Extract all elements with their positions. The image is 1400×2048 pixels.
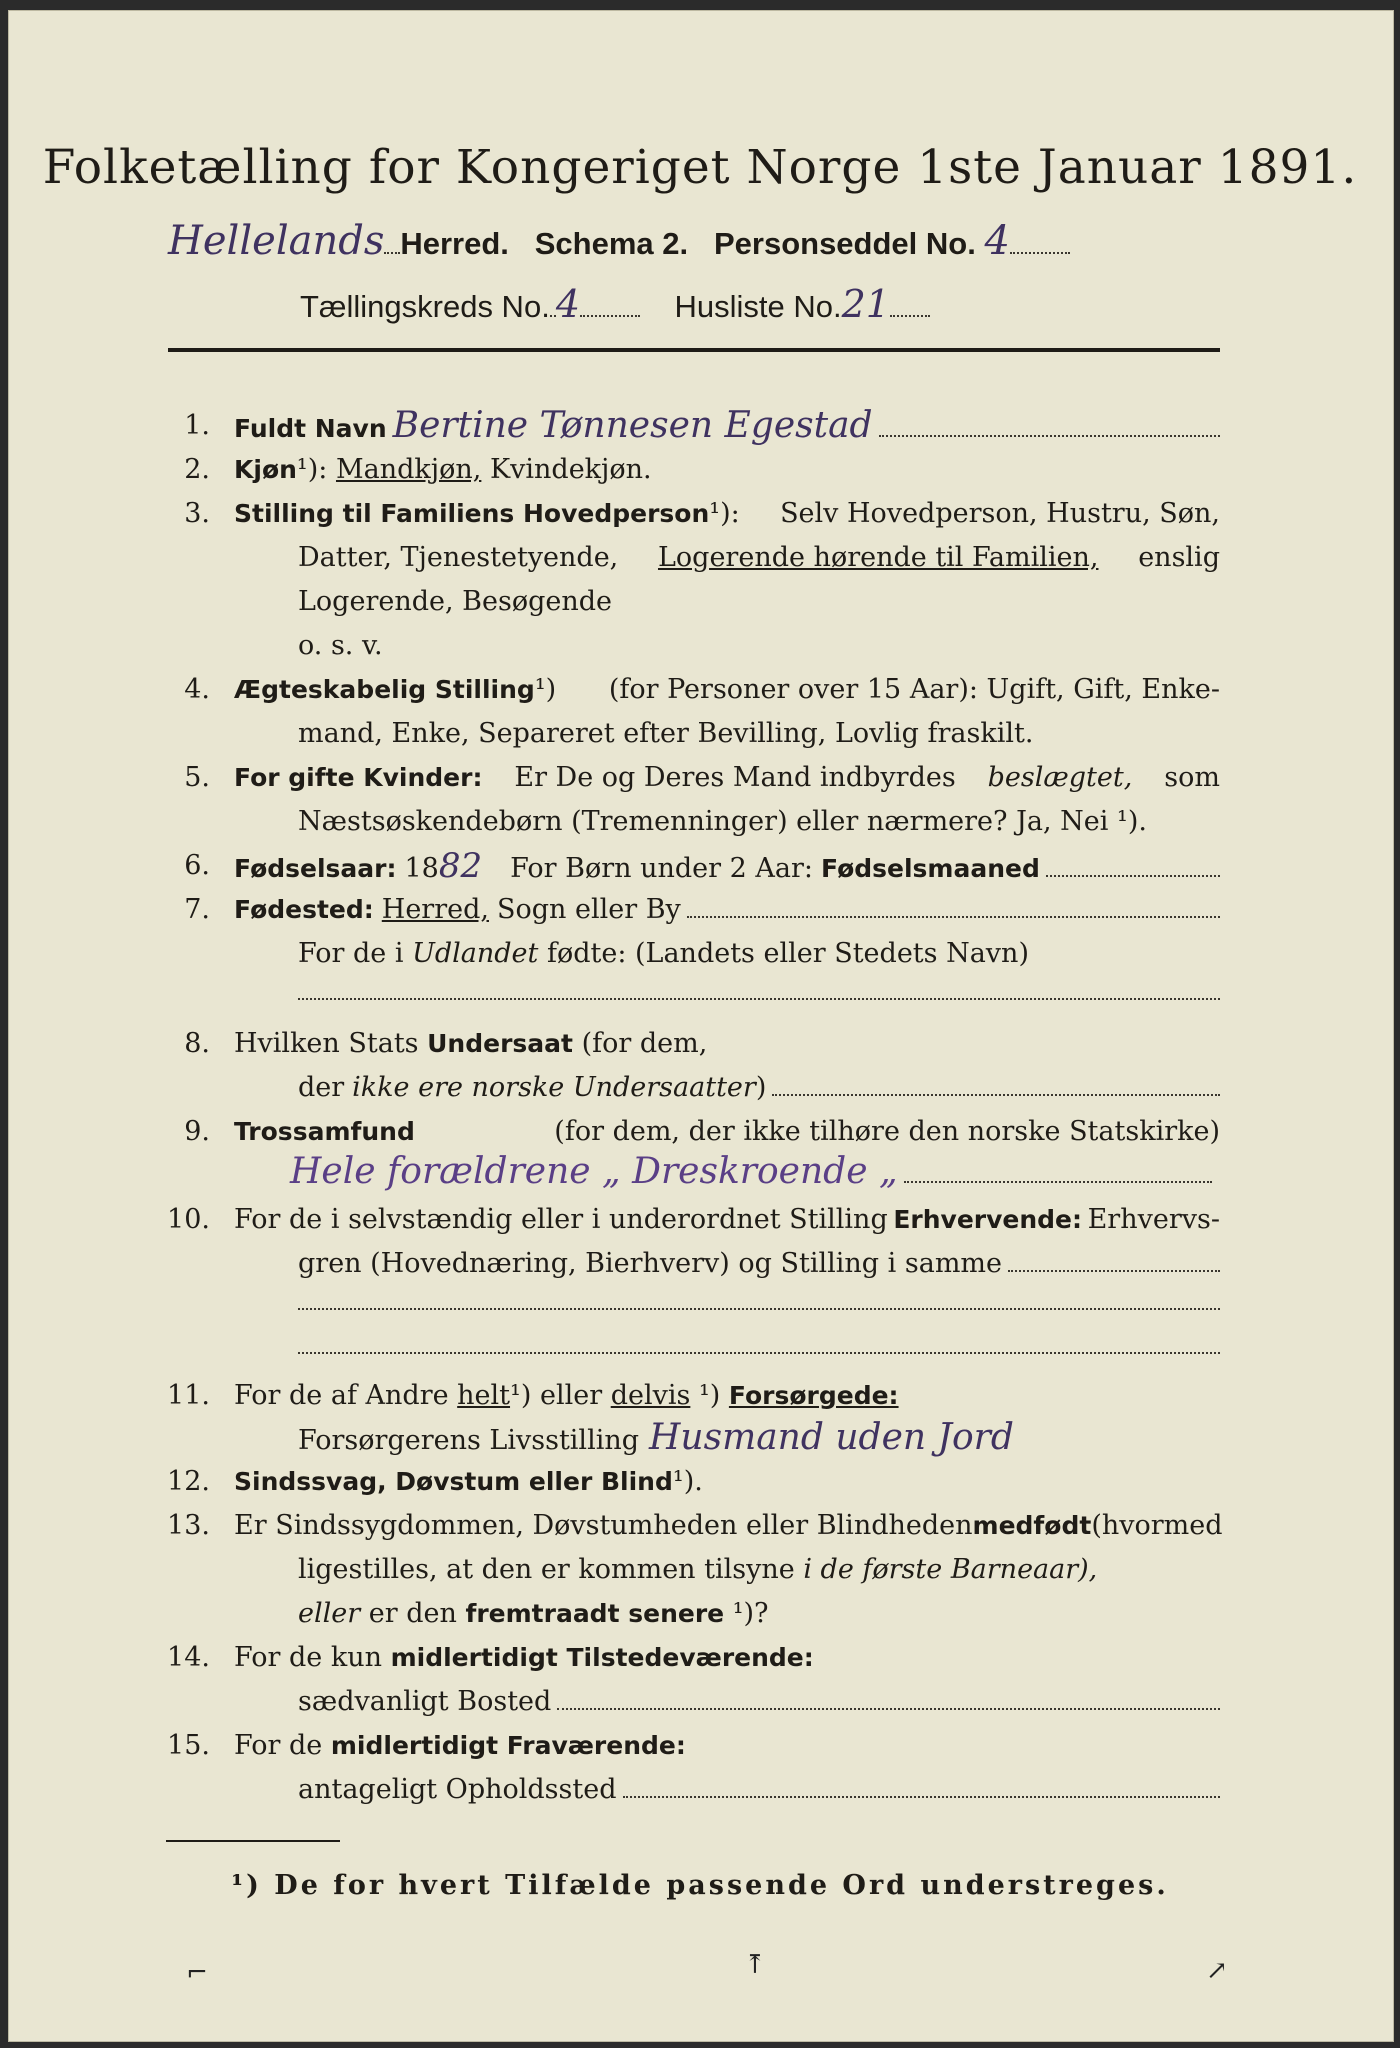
birth-month-text: For Børn under 2 Aar: — [510, 853, 813, 884]
item-number: 8. — [184, 1028, 210, 1059]
schema-label: Schema 2. — [534, 226, 689, 261]
husliste-label: Husliste No. — [674, 289, 842, 324]
religion-handwritten: Hele forældrene „ Dreskroende „ — [290, 1151, 898, 1192]
item-number: 3. — [184, 498, 210, 529]
full-name-handwritten: Bertine Tønnesen Egestad — [392, 405, 873, 446]
item-number: 1. — [184, 410, 210, 441]
sex-label: Kjøn — [234, 455, 297, 484]
dependent-label: Forsørgede: — [728, 1381, 899, 1410]
footnote-ref: ¹)? — [732, 1598, 769, 1629]
foreign-born-text: fødte: (Landets eller Stedets Navn) — [546, 938, 1029, 969]
disability-origin-text: eller — [298, 1598, 361, 1629]
married-women-question: Er De og Deres Mand indbyrdes — [514, 762, 956, 793]
disability-origin-text: (hvormed — [1091, 1510, 1223, 1541]
herred-handwritten: Hellelands — [168, 218, 385, 264]
item-number: 9. — [184, 1116, 210, 1147]
citizenship-text: Hvilken Stats — [234, 1028, 419, 1059]
footnote-ref: ¹). — [672, 1466, 703, 1497]
provider-occupation-handwritten: Husmand uden Jord — [649, 1417, 1014, 1458]
footnote-ref: ¹) — [534, 674, 557, 705]
family-position-options: Datter, Tjenestetyende, — [298, 542, 619, 573]
item-number: 14. — [167, 1642, 210, 1673]
item-number: 13. — [167, 1510, 210, 1541]
header-rule — [168, 348, 1220, 352]
citizenship-label: Undersaat — [427, 1029, 573, 1058]
corner-mark: ↗ — [1206, 1956, 1228, 1986]
herred-label: Herred. — [400, 226, 509, 261]
citizenship-text: der — [298, 1072, 345, 1103]
disability-origin-text: Er Sindssygdommen, Døvstumheden eller Blindheden — [234, 1510, 973, 1541]
provider-occupation-label: Forsørgerens Livsstilling — [298, 1425, 640, 1456]
family-position-options: Logerende, Besøgende — [298, 586, 612, 617]
footnote-ref: ¹): — [709, 498, 740, 529]
foreign-born-text: For de i — [298, 938, 404, 969]
married-women-question: Næstsøskendebørn (Tremenninger) eller nærmere? Ja, Nei ¹). — [298, 806, 1147, 837]
sex-option-male: Mandkjøn, — [335, 454, 482, 485]
item-number: 5. — [184, 762, 210, 793]
married-women-label: For gifte Kvinder: — [234, 763, 483, 792]
religion-label: Trossamfund — [234, 1117, 415, 1146]
disability-origin-text: ligestilles, at den er kommen tilsyne — [298, 1554, 795, 1585]
probable-residence-label: antageligt Opholdssted — [298, 1774, 617, 1805]
occupation-text: Erhvervs- — [1087, 1204, 1220, 1235]
footnote-ref: ¹) — [698, 1380, 721, 1411]
dependent-option-partial: delvis — [610, 1380, 691, 1411]
disability-label: Sindssvag, Døvstum eller Blind — [234, 1467, 673, 1496]
footnote-ref: ¹): — [296, 454, 328, 485]
temporary-present-text: For de kun — [234, 1642, 382, 1673]
disability-origin-label: medfødt — [972, 1511, 1092, 1540]
birthplace-selected: Herred, — [381, 894, 489, 925]
birth-year-prefix: 18 — [404, 853, 439, 884]
item-number: 11. — [167, 1380, 210, 1411]
item-number: 4. — [184, 674, 210, 705]
disability-later-label: fremtraadt senere — [465, 1599, 725, 1628]
item-number: 12. — [167, 1466, 210, 1497]
personseddel-handwritten: 4 — [984, 218, 1010, 264]
marital-status-label: Ægteskabelig Stilling — [234, 675, 535, 704]
personseddel-label: Personseddel No. — [713, 226, 976, 261]
marital-status-options: (for Personer over 15 Aar): Ugift, Gift, Enke- — [608, 674, 1220, 705]
kreds-label: Tællingskreds No. — [300, 289, 550, 324]
married-women-question: som — [1164, 762, 1220, 793]
item-number: 2. — [184, 454, 210, 485]
occupation-text: For de i selvstændig eller i underordnet Stilling — [234, 1204, 888, 1235]
sex-option-female: Kvindekjøn. — [489, 454, 652, 485]
footnote-rule — [166, 1840, 340, 1842]
birth-year-handwritten: 82 — [438, 846, 483, 886]
temporary-absent-label: midlertidigt Fraværende: — [330, 1731, 686, 1760]
birthplace-label: Fødested: — [234, 895, 374, 924]
husliste-handwritten: 21 — [841, 282, 890, 326]
temporary-absent-text: For de — [234, 1730, 323, 1761]
dependent-option-full: helt — [457, 1380, 511, 1411]
dependent-text: For de af Andre — [234, 1380, 449, 1411]
disability-origin-text: er den — [368, 1598, 457, 1629]
kreds-handwritten: 4 — [555, 282, 580, 326]
birth-year-label: Fødselsaar: — [234, 854, 397, 883]
temporary-present-label: midlertidigt Tilstedeværende: — [390, 1643, 814, 1672]
family-position-label: Stilling til Familiens Hovedperson — [234, 499, 710, 528]
occupation-text: gren (Hovednæring, Bierhverv) og Stilling i samme — [298, 1248, 1003, 1279]
center-mark: ⤒ — [744, 1950, 766, 1980]
family-position-options: Selv Hovedperson, Hustru, Søn, — [780, 498, 1220, 529]
full-name-label: Fuldt Navn — [234, 414, 387, 443]
citizenship-text: ikke ere norske Undersaatter — [352, 1072, 756, 1103]
family-position-options: o. s. v. — [298, 630, 383, 661]
married-women-question: beslægtet, — [987, 762, 1133, 793]
usual-residence-label: sædvanligt Bosted — [298, 1686, 552, 1717]
marital-status-options: mand, Enke, Separeret efter Bevilling, Lovlig fraskilt. — [298, 718, 1034, 749]
dependent-text: ¹) eller — [510, 1380, 603, 1411]
religion-text: (for dem, der ikke tilhøre den norske Statskirke) — [554, 1116, 1220, 1147]
birthplace-options: Sogn eller By — [496, 894, 681, 925]
family-position-selected: Logerende hørende til Familien, — [657, 542, 1099, 573]
disability-origin-text: i de første Barneaar), — [803, 1554, 1098, 1585]
item-number: 7. — [184, 894, 210, 925]
occupation-label: Erhvervende: — [893, 1205, 1083, 1234]
citizenship-text: ) — [755, 1072, 767, 1103]
citizenship-text: (for dem, — [581, 1028, 708, 1059]
corner-mark: ⌐ — [186, 1958, 208, 1988]
form-title: Folketælling for Kongeriget Norge 1ste Januar 1891. — [42, 140, 1358, 195]
item-number: 6. — [184, 850, 210, 881]
family-position-options: enslig — [1138, 542, 1220, 573]
foreign-born-text: Udlandet — [412, 938, 539, 969]
item-number: 10. — [167, 1204, 210, 1235]
footnote: ¹) De for hvert Tilfælde passende Ord understreges. — [231, 1870, 1169, 1901]
birth-month-label: Fødselsmaaned — [821, 854, 1040, 883]
item-number: 15. — [167, 1730, 210, 1761]
